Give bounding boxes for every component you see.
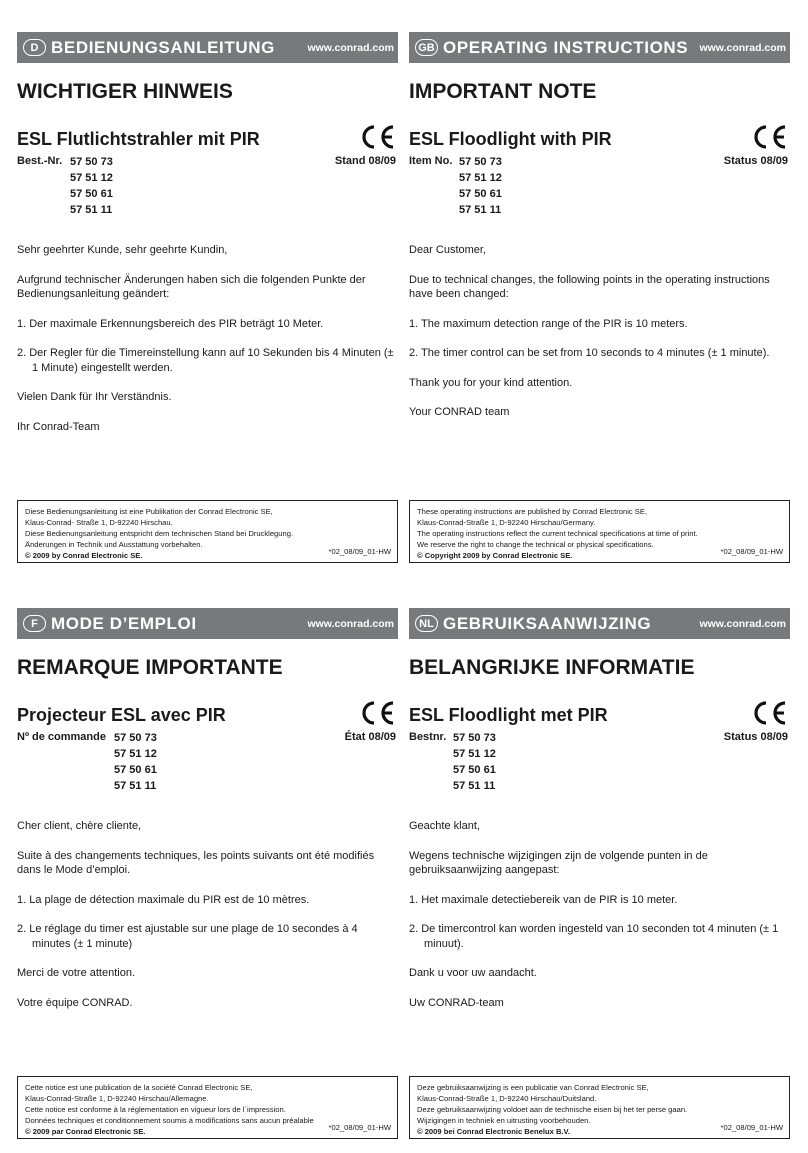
panel-header [409, 32, 790, 63]
intro-text: Due to technical changes, the following points in the operating instructions have been changed: [409, 273, 770, 300]
publisher-footer [409, 1076, 790, 1139]
signoff: Votre équipe CONRAD. [17, 996, 133, 1009]
ce-mark-icon [752, 124, 788, 150]
salutation: Dear Customer, [409, 244, 487, 256]
footer-line: Deze gebruiksaanwijzing is een publicatie van Conrad Electronic SE, [417, 1083, 649, 1092]
intro-text: Suite à des changements techniques, les points suivants ont été modifiés dans le Mode d’emploi. [17, 849, 375, 876]
item-number: 57 50 73 [459, 156, 502, 168]
item-number: 57 51 12 [453, 748, 496, 760]
thanks-text: Vielen Dank für Ihr Verständnis. [17, 391, 172, 403]
language-badge: GB [415, 39, 438, 56]
item-number: 57 50 73 [70, 156, 113, 168]
notice-heading: REMARQUE IMPORTANTE [17, 656, 283, 679]
item-number: 57 50 61 [114, 764, 157, 776]
product-title: ESL Flutlichtstrahler mit PIR [17, 129, 260, 149]
change-list [409, 893, 790, 952]
footer-line: These operating instructions are published by Conrad Electronic SE, [417, 507, 648, 516]
header-title: OPERATING INSTRUCTIONS [443, 38, 689, 57]
header-title: GEBRUIKSAANWIJZING [443, 614, 652, 633]
panel-german [17, 32, 398, 572]
publisher-footer [17, 1076, 398, 1139]
item-number: 57 50 61 [453, 764, 496, 776]
item-number-label: Bestnr. [409, 731, 447, 743]
item-number-list [70, 155, 113, 219]
signoff: Your CONRAD team [409, 406, 510, 418]
panel-header [409, 608, 790, 639]
header-title: BEDIENUNGSANLEITUNG [51, 38, 275, 57]
footer-line: Données techniques et conditionnement soumis à modifications sans aucun préalable [25, 1116, 314, 1125]
item-number: 57 51 12 [70, 172, 113, 184]
change-list [409, 317, 790, 361]
document-status: État 08/09 [344, 731, 396, 743]
ce-mark-icon [360, 700, 396, 726]
footer-copyright: © Copyright 2009 by Conrad Electronic SE. [417, 551, 573, 560]
document-status: Status 08/09 [723, 155, 788, 167]
item-number: 57 50 73 [114, 732, 157, 744]
footer-line: Änderungen in Technik und Ausstattung vorbehalten. [25, 540, 203, 549]
intro-text: Wegens technische wijzigingen zijn de volgende punten in de gebruiksaanwijzing aangepast: [409, 849, 708, 876]
footer-line: Cette notice est conforme à la réglementation en vigueur lors de l´impression. [25, 1105, 286, 1114]
change-item: 1. La plage de détection maximale du PIR est de 10 mètres. [17, 893, 310, 906]
item-number: 57 51 11 [459, 204, 502, 216]
publisher-footer [409, 500, 790, 563]
change-list [17, 893, 398, 952]
signoff: Uw CONRAD-team [409, 996, 504, 1009]
product-title: ESL Floodlight met PIR [409, 705, 608, 725]
item-number: 57 51 11 [70, 204, 113, 216]
notice-body [17, 819, 398, 1025]
product-title: ESL Floodlight with PIR [409, 129, 612, 149]
footer-line: The operating instructions reflect the current technical specifications at time of print. [417, 529, 698, 538]
website-link[interactable]: www.conrad.com [699, 618, 786, 630]
footer-code: *02_08/09_01-HW [328, 1123, 391, 1132]
change-item: 1. Der maximale Erkennungsbereich des PIR beträgt 10 Meter. [17, 317, 324, 330]
panel-english [409, 32, 790, 572]
footer-code: *02_08/09_01-HW [328, 547, 391, 556]
item-number: 57 50 73 [453, 732, 496, 744]
change-item: 1. The maximum detection range of the PIR is 10 meters. [409, 317, 688, 330]
notice-body [409, 819, 790, 1025]
footer-line: Klaus-Conrad- Straße 1, D-92240 Hirschau. [25, 518, 173, 527]
panel-header [17, 32, 398, 63]
website-link[interactable]: www.conrad.com [307, 618, 394, 630]
footer-code: *02_08/09_01-HW [720, 1123, 783, 1132]
intro-text: Aufgrund technischer Änderungen haben sich die folgenden Punkte der Bedienungsanleitung geändert: [17, 273, 366, 300]
website-link[interactable]: www.conrad.com [699, 42, 786, 54]
change-item: 2. De timercontrol kan worden ingesteld van 10 seconden tot 4 minuten (± 1 minuut). [409, 923, 779, 950]
salutation: Geachte klant, [409, 820, 480, 832]
change-list [17, 317, 398, 376]
footer-line: Diese Bedienungsanleitung entspricht dem technischen Stand bei Drucklegung. [25, 529, 294, 538]
language-badge: F [23, 615, 46, 632]
panel-french [17, 608, 398, 1148]
item-number-label: Nº de commande [17, 731, 106, 743]
signoff: Ihr Conrad-Team [17, 420, 100, 433]
footer-line: Diese Bedienungsanleitung ist eine Publikation der Conrad Electronic SE, [25, 507, 273, 516]
item-number-label: Best.-Nr. [17, 155, 63, 167]
item-number-list [114, 731, 157, 795]
document-status: Stand 08/09 [334, 155, 396, 167]
footer-line: Klaus-Conrad-Straße 1, D-92240 Hirschau/Allemagne. [25, 1094, 209, 1103]
item-number-label: Item No. [409, 155, 453, 167]
notice-heading: IMPORTANT NOTE [409, 80, 597, 103]
footer-copyright: © 2009 bei Conrad Electronic Benelux B.V. [417, 1127, 571, 1136]
thanks-text: Dank u voor uw aandacht. [409, 967, 537, 979]
language-badge: D [23, 39, 46, 56]
item-number: 57 50 61 [459, 188, 502, 200]
product-title: Projecteur ESL avec PIR [17, 705, 226, 725]
item-number: 57 50 61 [70, 188, 113, 200]
footer-line: Wijzigingen in techniek en uitrusting voorbehouden. [417, 1116, 591, 1125]
footer-copyright: © 2009 par Conrad Electronic SE. [25, 1127, 146, 1136]
item-number-list [459, 155, 502, 219]
change-item: 2. Der Regler für die Timereinstellung kann auf 10 Sekunden bis 4 Minuten (± 1 Minute) eingestellt werden. [17, 347, 394, 374]
salutation: Cher client, chère cliente, [17, 820, 142, 832]
item-number: 57 51 11 [114, 780, 157, 792]
panel-dutch [409, 608, 790, 1148]
ce-mark-icon [360, 124, 396, 150]
footer-code: *02_08/09_01-HW [720, 547, 783, 556]
footer-line: We reserve the right to change the technical or physical specifications. [417, 540, 654, 549]
notice-heading: BELANGRIJKE INFORMATIE [409, 656, 695, 679]
item-number: 57 51 11 [453, 780, 496, 792]
footer-line: Deze gebruiksaanwijzing voldoet aan de technische eisen bij het ter perse gaan. [417, 1105, 688, 1114]
footer-line: Klaus-Conrad-Straße 1, D-92240 Hirschau/Germany. [417, 518, 596, 527]
change-item: 1. Het maximale detectiebereik van de PIR is 10 meter. [409, 893, 678, 906]
thanks-text: Merci de votre attention. [17, 967, 136, 979]
notice-body [17, 243, 398, 449]
notice-heading: WICHTIGER HINWEIS [17, 80, 233, 103]
change-item: 2. Le réglage du timer est ajustable sur une plage de 10 secondes à 4 minutes (± 1 minute) [17, 923, 358, 950]
publisher-footer [17, 500, 398, 563]
thanks-text: Thank you for your kind attention. [409, 376, 573, 389]
footer-copyright: © 2009 by Conrad Electronic SE. [25, 551, 143, 560]
footer-line: Klaus-Conrad-Straße 1, D-92240 Hirschau/Duitsland. [417, 1094, 597, 1103]
item-number: 57 51 12 [114, 748, 157, 760]
language-badge: NL [415, 615, 438, 632]
panel-header [17, 608, 398, 639]
website-link[interactable]: www.conrad.com [307, 42, 394, 54]
item-number-list [453, 731, 496, 795]
header-title: MODE D’EMPLOI [51, 614, 197, 633]
footer-line: Cette notice est une publication de la société Conrad Electronic SE, [25, 1083, 253, 1092]
document-status: Status 08/09 [723, 731, 788, 743]
item-number: 57 51 12 [459, 172, 502, 184]
ce-mark-icon [752, 700, 788, 726]
change-item: 2. The timer control can be set from 10 seconds to 4 minutes (± 1 minute). [409, 347, 770, 359]
salutation: Sehr geehrter Kunde, sehr geehrte Kundin, [17, 244, 228, 256]
notice-body [409, 243, 790, 435]
